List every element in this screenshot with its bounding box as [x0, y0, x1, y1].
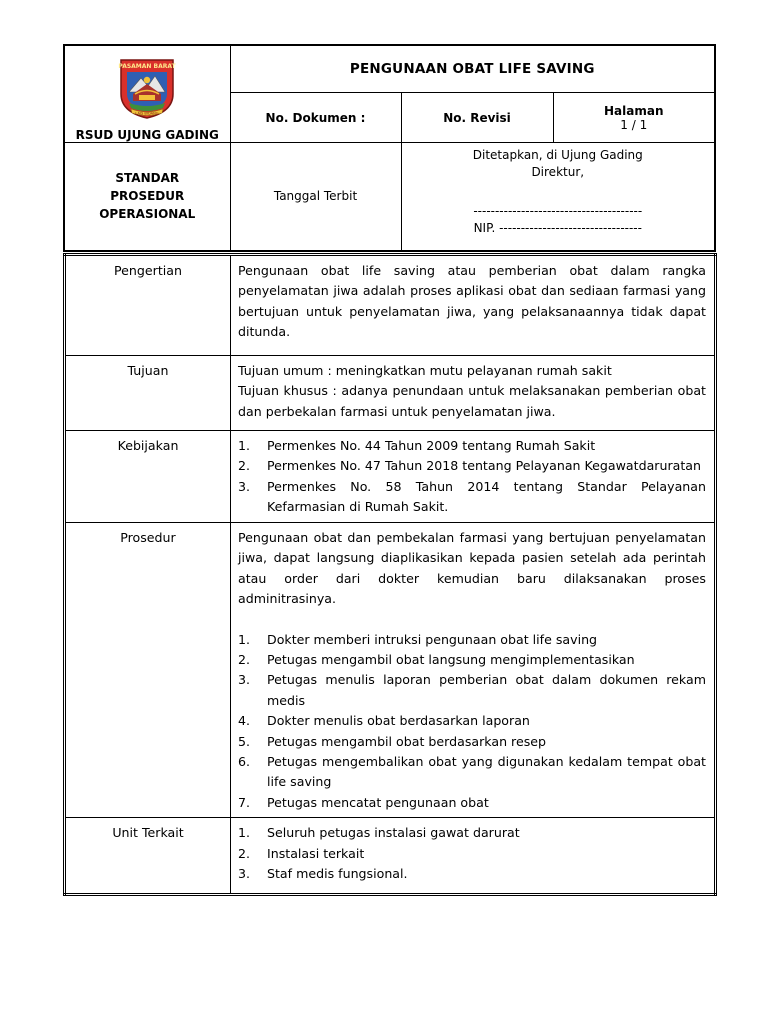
section-text-pengertian: Pengunaan obat life saving atau pemberian obat dalam rangka penyelamatan jiwa adalah proses aplikasi obat dan sediaan farmasi yang bertujuan untuk penyelamatan jiwa, yang pelaksanaannya tidak dapat ditunda. [231, 255, 716, 356]
list-item: 7. Petugas mencatat pengunaan obat [238, 794, 489, 810]
section-content-unit-terkait [231, 818, 716, 895]
prosedur-list [238, 630, 706, 814]
section-row-tujuan [65, 356, 716, 431]
section-row-unit-terkait [65, 818, 716, 895]
section-label-prosedur: Prosedur [65, 523, 231, 818]
list-item: 3. Staf medis fungsional. [238, 866, 408, 882]
kebijakan-list [238, 436, 706, 518]
list-item: 2. Petugas mengambil obat langsung mengimplementasikan [238, 652, 635, 668]
list-item: 3. Permenkes No. 58 Tahun 2014 tentang Standar Pelayanan Kefarmasian di Rumah Sakit. [238, 478, 706, 515]
section-content-prosedur [231, 523, 716, 818]
sop-title: PENGUNAAN OBAT LIFE SAVING [230, 45, 715, 93]
logo-cell [64, 45, 230, 143]
list-item: 1. Seluruh petugas instalasi gawat darurat [238, 825, 520, 841]
signature-line: --------------------------------------- [473, 204, 643, 218]
approval-place: Ditetapkan, di Ujung Gading [472, 148, 643, 162]
page-label: Halaman [604, 103, 664, 118]
section-label-unit-terkait: Unit Terkait [65, 818, 231, 895]
section-label-kebijakan: Kebijakan [65, 431, 231, 523]
section-content-tujuan [231, 356, 716, 431]
approval-title: Direktur, [531, 165, 585, 179]
section-row-prosedur [65, 523, 716, 818]
section-content-kebijakan [231, 431, 716, 523]
section-row-kebijakan [65, 431, 716, 523]
list-item: 5. Petugas mengambil obat berdasarkan resep [238, 733, 547, 749]
page-cell [553, 93, 715, 143]
sop-label: STANDAR PROSEDUR OPERASIONAL [64, 143, 230, 251]
section-row-pengertian [65, 255, 716, 356]
tujuan-umum: Tujuan umum : meningkatkan mutu pelayanan rumah sakit [238, 363, 612, 378]
list-item: 6. Petugas mengembalikan obat yang digunakan kedalam tempat obat life saving [238, 754, 706, 790]
tujuan-khusus: Tujuan khusus : adanya penundaan untuk melaksanakan pemberian obat dan perbekalan farmasi untuk penyelamatan jiwa. [238, 383, 706, 419]
sop-header-table [63, 44, 716, 252]
revision-number-label: No. Revisi [401, 93, 553, 143]
nip-line: NIP. --------------------------------- [473, 221, 642, 235]
logo-banner-text: PASAMAN BARAT [118, 63, 176, 70]
prosedur-intro: Pengunaan obat dan pembekalan farmasi yang bertujuan penyelamatan jiwa, dapat langsung diaplikasikan kepada pasien setelah ada perintah atau order dari dokter kemudian baru dilaksanakan proses adminitrasinya. [238, 530, 706, 607]
page-value: 1 / 1 [620, 117, 648, 132]
logo-ribbon-text: LAIS BIDANG [135, 111, 159, 116]
document-number-label: No. Dokumen : [230, 93, 401, 143]
section-label-pengertian: Pengertian [65, 255, 231, 356]
pasaman-barat-emblem-icon [117, 54, 177, 120]
approval-cell [401, 143, 715, 251]
list-item: 1. Permenkes No. 44 Tahun 2009 tentang Rumah Sakit [238, 438, 596, 453]
unit-terkait-list [238, 823, 706, 884]
list-item: 1. Dokter memberi intruksi pengunaan obat life saving [238, 631, 598, 647]
institution-name: RSUD UJUNG GADING [75, 128, 219, 142]
section-label-tujuan: Tujuan [65, 356, 231, 431]
list-item: 4. Dokter menulis obat berdasarkan laporan [238, 713, 530, 729]
sop-content-table [63, 253, 717, 896]
list-item: 2. Instalasi terkait [238, 845, 365, 861]
list-item: 2. Permenkes No. 47 Tahun 2018 tentang Pelayanan Kegawatdaruratan [238, 458, 701, 474]
issue-date-label: Tanggal Terbit [230, 143, 401, 251]
list-item: 3. Petugas menulis laporan pemberian obat dalam dokumen rekam medis [238, 672, 706, 708]
